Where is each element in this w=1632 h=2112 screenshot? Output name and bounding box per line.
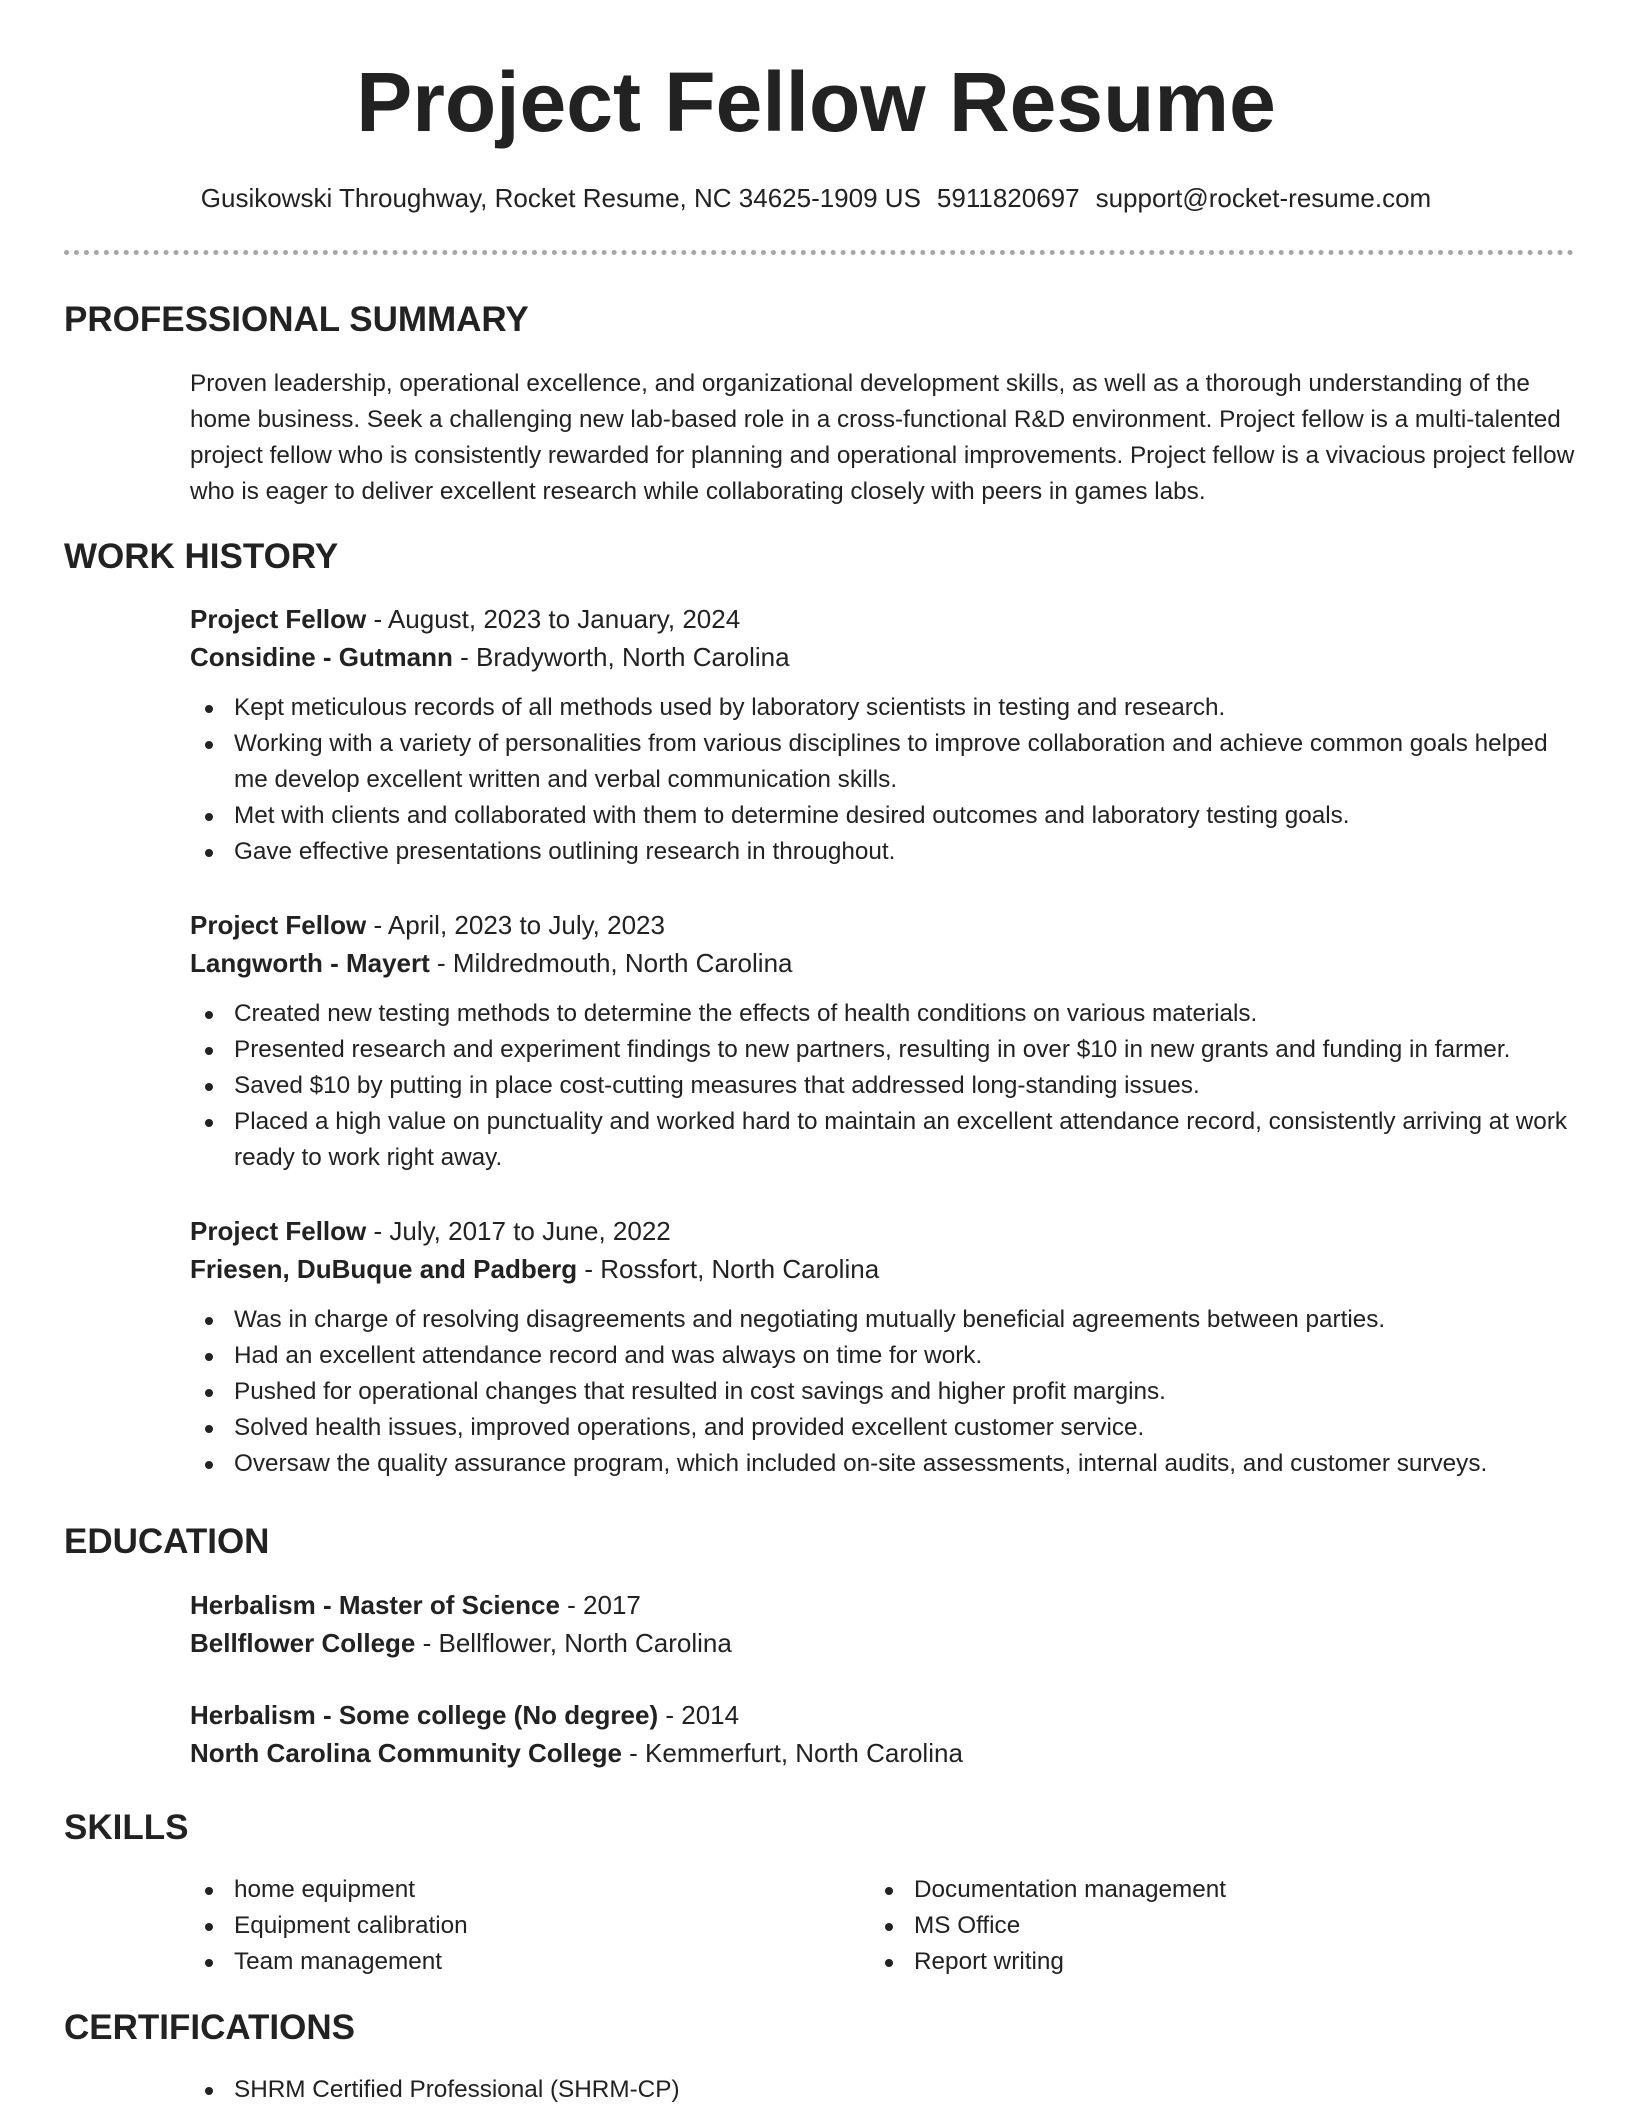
job-location: - Mildredmouth, North Carolina: [429, 948, 793, 978]
job-title: Project Fellow: [190, 910, 367, 940]
contact-line: [0, 180, 1632, 216]
job-heading: [190, 1212, 1575, 1250]
section-title-certifications: CERTIFICATIONS: [64, 2008, 356, 2047]
job-title: Project Fellow: [190, 1216, 367, 1246]
certification-item: SHRM Certified Professional (SHRM-CP): [190, 2072, 1575, 2108]
job-bullet: Saved $10 by putting in place cost-cutting measures that addressed long-standing issues.: [190, 1068, 1575, 1104]
education-entry: [190, 1586, 1575, 1662]
education-school: Bellflower College: [190, 1628, 416, 1658]
education-heading: [190, 1696, 1575, 1734]
education-school: North Carolina Community College: [190, 1738, 622, 1768]
job-bullet: Placed a high value on punctuality and worked hard to maintain an excellent attendance record, consistently arriving at work ready to work right away.: [190, 1104, 1575, 1176]
job-employer-line: [190, 1250, 1575, 1288]
contact-email: support@rocket-resume.com: [1095, 183, 1432, 213]
job-bullet: Kept meticulous records of all methods used by laboratory scientists in testing and research.: [190, 690, 1575, 726]
job-bullets: [190, 1302, 1575, 1482]
job-bullet: Created new testing methods to determine the effects of health conditions on various materials.: [190, 996, 1575, 1032]
job-company: Langworth - Mayert: [190, 948, 430, 978]
education-heading: [190, 1586, 1575, 1624]
job-bullet: Had an excellent attendance record and was always on time for work.: [190, 1338, 1575, 1374]
job-employer-line: [190, 638, 1575, 676]
education-year: - 2017: [559, 1590, 641, 1620]
skill-item: Equipment calibration: [190, 1908, 810, 1944]
skill-item: Team management: [190, 1944, 810, 1980]
job-company: Considine - Gutmann: [190, 642, 453, 672]
education-location: - Kemmerfurt, North Carolina: [621, 1738, 963, 1768]
job-title: Project Fellow: [190, 604, 367, 634]
job-bullet: Oversaw the quality assurance program, which included on-site assessments, internal audits, and customer surveys.: [190, 1446, 1575, 1482]
education-year: - 2014: [658, 1700, 740, 1730]
job-entry: [190, 600, 1575, 870]
education-school-line: [190, 1624, 1575, 1662]
job-entry: [190, 906, 1575, 1176]
job-bullet: Working with a variety of personalities from various disciplines to improve collaboration and achieve common goals helped me develop excellent written and verbal communication skills.: [190, 726, 1575, 798]
certifications-list: [190, 2072, 1575, 2108]
job-bullets: [190, 996, 1575, 1176]
job-employer-line: [190, 944, 1575, 982]
section-title-skills: SKILLS: [64, 1808, 189, 1847]
contact-address: Gusikowski Throughway, Rocket Resume, NC 34625-1909 US: [200, 183, 921, 213]
job-bullet: Was in charge of resolving disagreements and negotiating mutually beneficial agreements between parties.: [190, 1302, 1575, 1338]
skill-item: MS Office: [870, 1908, 1490, 1944]
job-bullet: Solved health issues, improved operations, and provided excellent customer service.: [190, 1410, 1575, 1446]
header-divider: [64, 250, 1574, 255]
education-location: - Bellflower, North Carolina: [415, 1628, 732, 1658]
job-dates: - April, 2023 to July, 2023: [366, 910, 665, 940]
skills-column-right: [870, 1872, 1490, 1980]
job-bullet: Met with clients and collaborated with them to determine desired outcomes and laboratory testing goals.: [190, 798, 1575, 834]
job-heading: [190, 600, 1575, 638]
certifications-bullets: [190, 2072, 1575, 2108]
job-entry: [190, 1212, 1575, 1482]
skill-item: Report writing: [870, 1944, 1490, 1980]
job-company: Friesen, DuBuque and Padberg: [190, 1254, 578, 1284]
job-bullets: [190, 690, 1575, 870]
contact-phone: 5911820697: [936, 183, 1080, 213]
job-heading: [190, 906, 1575, 944]
skill-item: home equipment: [190, 1872, 810, 1908]
education-entry: [190, 1696, 1575, 1772]
skills-column-left: [190, 1872, 810, 1980]
section-title-summary: PROFESSIONAL SUMMARY: [64, 300, 529, 339]
job-bullet: Presented research and experiment findings to new partners, resulting in over $10 in new grants and funding in farmer.: [190, 1032, 1575, 1068]
job-dates: - August, 2023 to January, 2024: [366, 604, 741, 634]
education-degree: Herbalism - Some college (No degree): [190, 1700, 659, 1730]
job-dates: - July, 2017 to June, 2022: [366, 1216, 671, 1246]
resume-title: Project Fellow Resume: [356, 55, 1276, 149]
job-bullet: Pushed for operational changes that resulted in cost savings and higher profit margins.: [190, 1374, 1575, 1410]
section-title-education: EDUCATION: [64, 1522, 270, 1561]
job-location: - Bradyworth, North Carolina: [452, 642, 790, 672]
job-location: - Rossfort, North Carolina: [577, 1254, 880, 1284]
job-bullet: Gave effective presentations outlining research in throughout.: [190, 834, 1575, 870]
section-title-work-history: WORK HISTORY: [64, 537, 339, 576]
education-degree: Herbalism - Master of Science: [190, 1590, 560, 1620]
summary-text: Proven leadership, operational excellence, and organizational development skills, as well as a thorough understanding of the home business. Seek a challenging new lab-based role in a cross-functional R&D environment. Project fellow is a multi-talented project fellow who is consistently rewarded for planning and operational improvements. Project fellow is a vivacious project fellow who is eager to deliver excellent research while collaborating closely with peers in games labs.: [190, 370, 1575, 505]
skill-item: Documentation management: [870, 1872, 1490, 1908]
education-school-line: [190, 1734, 1575, 1772]
